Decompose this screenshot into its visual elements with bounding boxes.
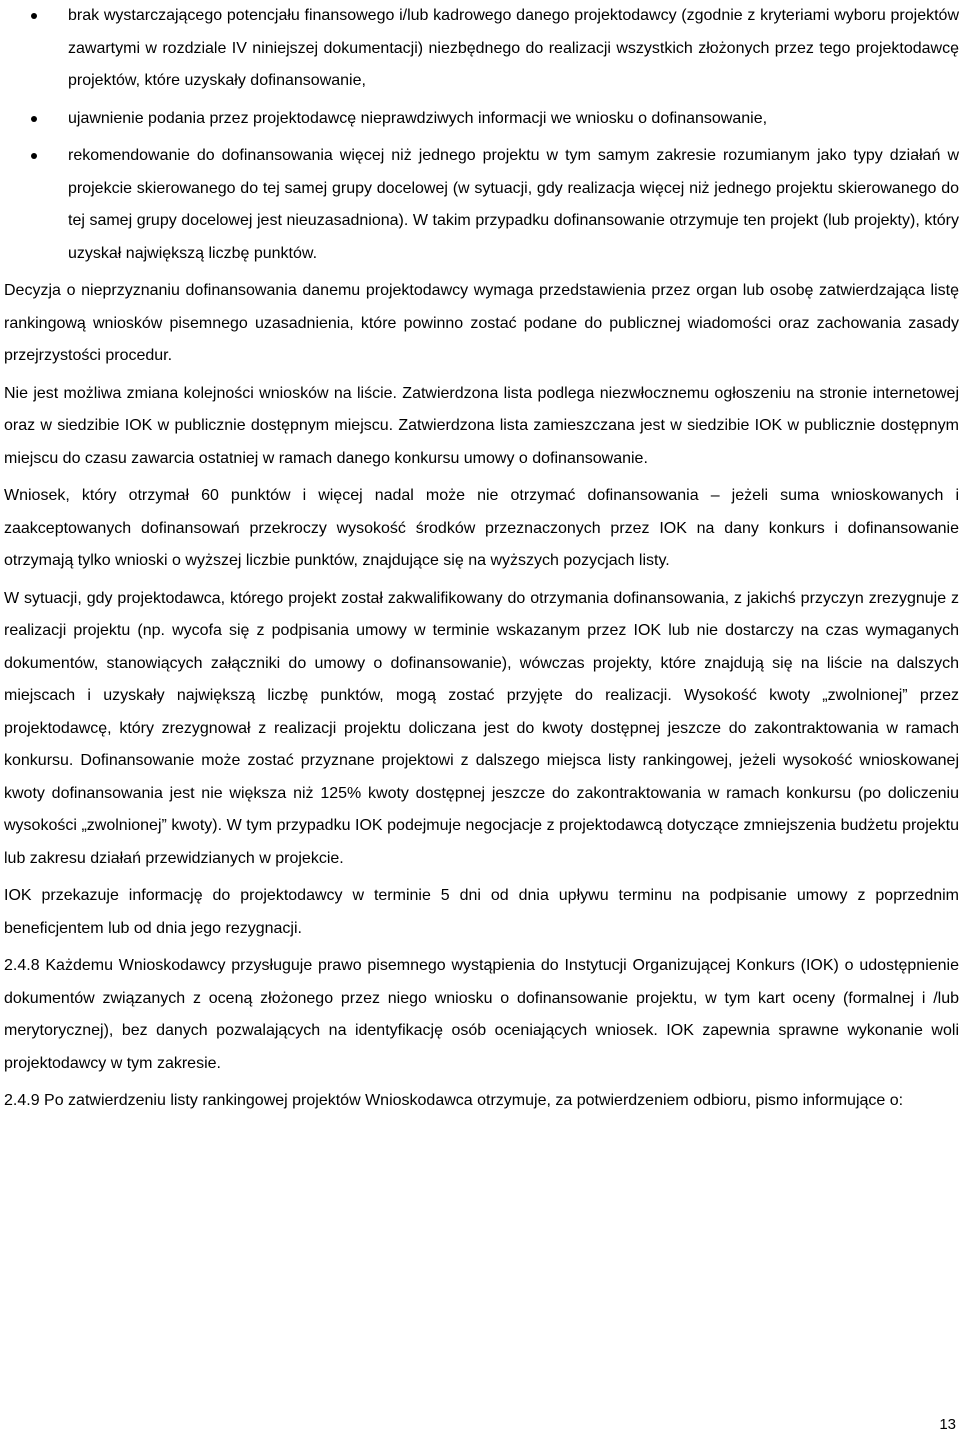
list-item-text: ujawnienie podania przez projektodawcę nieprawdziwych informacji we wniosku o dofinansowanie, <box>68 109 768 127</box>
paragraph-ioc-information: IOK przekazuje informację do projektodawcy w terminie 5 dni od dnia upływu terminu na podpisanie umowy z poprzednim beneficjentem lub od dnia jego rezygnacji. <box>4 887 959 937</box>
criteria-bullet-list <box>4 0 959 270</box>
section-2-4-8: 2.4.8 Każdemu Wnioskodawcy przysługuje prawo pisemnego wystąpienia do Instytucji Organizującej Konkurs (IOK) o udostępnienie dokumentów związanych z oceną złożonego przez niego wniosku o dofinansowanie projektu, w tym kart oceny (formalnej i /lub merytorycznej), bez danych pozwalających na identyfikację osób oceniających wniosek. IOK zapewnia sprawne wykonanie woli projektodawcy w tym zakresie. <box>4 957 959 1072</box>
paragraph-60-points: Wniosek, który otrzymał 60 punktów i więcej nadal może nie otrzymać dofinansowania – jeżeli suma wnioskowanych i zaakceptowanych dofinansowań przekroczy wysokość środków przeznaczonych przez IOK na dany konkurs i dofinansowanie otrzymają tylko wnioski o wyższej liczbie punktów, znajdujące się na wyższych pozycjach listy. <box>4 487 959 569</box>
list-item-text: brak wystarczającego potencjału finansowego i/lub kadrowego danego projektodawcy (zgodnie z kryteriami wyboru projektów zawartymi w rozdziale IV niniejszej dokumentacji) niezbędnego do realizacji wszystkich złożonych przez tego projektodawcę projektów, które uzyskały dofinansowanie, <box>68 7 959 89</box>
list-item <box>4 103 959 136</box>
paragraph-decision-justification: Decyzja o nieprzyznaniu dofinansowania danemu projektodawcy wymaga przedstawienia przez organ lub osobę zatwierdzająca listę rankingową wniosków pisemnego uzasadnienia, które powinno zostać podane do publicznej wiadomości oraz zachowania zasady przejrzystości procedur. <box>4 282 959 364</box>
paragraph-list-publication: Nie jest możliwa zmiana kolejności wniosków na liście. Zatwierdzona lista podlega niezwłocznemu ogłoszeniu na stronie internetowej oraz w siedzibie IOK w publicznie dostępnym miejscu. Zatwierdzona lista zamieszczana jest w siedzibie IOK w publicznie dostępnym miejscu do czasu zawarcia ostatniej w ramach danego konkursu umowy o dofinansowanie. <box>4 384 959 467</box>
list-item-text: rekomendowanie do dofinansowania więcej niż jednego projektu w tym samym zakresie rozumianym jako typy działań w projekcie skierowanego do tej samej grupy docelowej (w sytuacji, gdy realizacja więcej niż jednego projektu skierowanego do tej samej grupy docelowej jest nieuzasadniona). W takim przypadku dofinansowanie otrzymuje ten projekt (lub projekty), który uzyskał największą liczbę punktów. <box>68 147 959 262</box>
document-page <box>4 0 959 1123</box>
bullet-icon <box>31 153 37 159</box>
page-number: 13 <box>939 1416 956 1433</box>
bullet-icon <box>31 13 37 19</box>
list-item <box>4 140 959 270</box>
section-2-4-9: 2.4.9 Po zatwierdzeniu listy rankingowej projektów Wnioskodawca otrzymuje, za potwierdzeniem odbioru, pismo informujące o: <box>4 1092 904 1109</box>
bullet-icon <box>31 116 37 122</box>
list-item <box>4 0 959 98</box>
paragraph-resignation: W sytuacji, gdy projektodawca, którego projekt został zakwalifikowany do otrzymania dofinansowania, z jakichś przyczyn zrezygnuje z realizacji projektu (np. wycofa się z podpisania umowy w terminie wskazanym przez IOK lub nie dostarczy na czas wymaganych dokumentów, stanowiących załączniki do umowy o dofinansowanie), wówczas projekty, które znajdują się na liście na dalszych miejscach i uzyskały największą liczbę punktów, mogą zostać przyjęte do realizacji. Wysokość kwoty „zwolnionej” przez projektodawcę, który zrezygnował z realizacji projektu doliczana jest do kwoty dostępnej jeszcze do zakontraktowania w ramach konkursu. Dofinansowanie może zostać przyznane projektowi z dalszego miejsca listy rankingowej, jeżeli wysokość wnioskowanej kwoty dofinansowania jest nie większa niż 125% kwoty dostępnej jeszcze do zakontraktowania w ramach konkursu (po doliczeniu wysokości „zwolnionej” kwoty). W tym przypadku IOK podejmuje negocjacje z projektodawcą dotyczące zmniejszenia budżetu projektu lub zakresu działań przewidzianych w projekcie. <box>4 589 959 867</box>
